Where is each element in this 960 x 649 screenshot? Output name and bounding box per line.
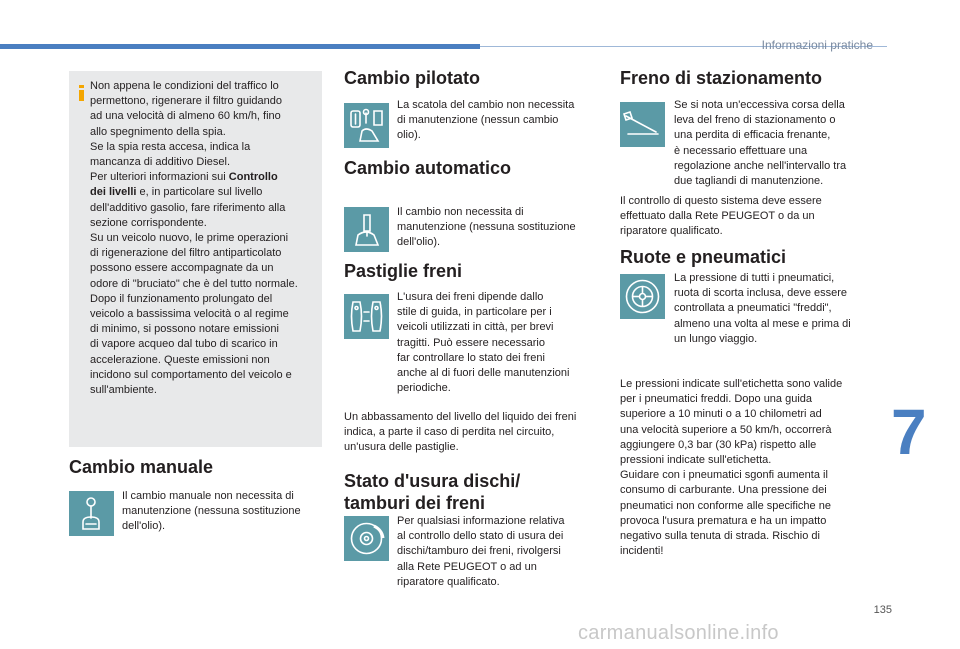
piloted-gearbox-icon [344,103,389,148]
text-line: leva del freno di stazionamento o [674,114,836,127]
text-line: pressioni indicate sull'etichetta. [620,454,772,467]
heading-cambio-manuale: Cambio manuale [69,457,214,477]
info-icon [79,85,84,101]
bold-term: Controllo [228,171,278,184]
dischi-text [397,514,607,590]
text-line: almeno una volta al mese e prima di [674,317,851,330]
freno-note [620,194,882,240]
text-line: permettono, rigenerare il filtro guidando [90,95,283,108]
text-line: consumo di carburante. Una pressione dei [620,484,827,497]
heading-stato-usura-dischi [344,470,520,514]
text-line: un lungo viaggio. [674,332,758,345]
text-line: due tagliandi di manutenzione. [674,175,824,188]
heading-ruote-pneumatici: Ruote e pneumatici [620,247,787,267]
pastiglie-note [344,410,606,456]
bold-term: dei livelli [90,186,137,199]
text-line: possono essere accompagnate da un [90,262,274,275]
text-line: regolazione anche nell'intervallo tra [674,159,847,172]
text-line: per i pneumatici freddi. Dopo una guida [620,393,813,406]
chapter-number: 7 [891,396,927,468]
heading-freno-stazionamento: Freno di stazionamento [620,68,823,88]
text-line: Per ulteriori informazioni sui Controllo [90,171,278,184]
text-line: un'usura delle pastiglie. [344,441,459,454]
cambio-automatico-text [397,205,607,251]
text-line: riparatore qualificato. [397,575,500,588]
cambio-pilotato-text [397,98,607,144]
cambio-manuale-text [122,489,322,535]
text-line: L'usura dei freni dipende dallo [397,291,544,303]
text-line: indica, a parte il caso di perdita nel circuito, [344,426,555,439]
text-line: Il cambio manuale non necessita di [122,490,294,502]
text-line: manutenzione (nessuna sostituzione [397,221,576,234]
text-line: odore di "bruciato" che è del tutto normale. [90,277,298,290]
text-line: periodiche. [397,382,451,395]
info-text [90,79,320,398]
tyre-wheel-icon [620,274,665,319]
text-line: negativo sulla tenuta di strada. Rischio di [620,530,820,543]
text-line: alla Rete PEUGEOT o ad un [397,560,537,573]
text-line: dischi/tamburo dei freni, rivolgersi [397,545,561,558]
text-line: di minimo, si possono notare emissioni [90,323,279,336]
ruote-note [620,377,882,559]
text-line: dell'additivo gasolio, fare riferimento alla [90,201,286,214]
text-line: far controllare lo stato dei freni [397,351,545,364]
text-line: veicolo a bassissima velocità o al regime [90,308,289,321]
text-line: una velocità superiore a 50 km/h, occorrerà [620,423,832,436]
text-line: allo spegnimento della spia. [90,125,226,138]
header-accent-bar [0,44,480,49]
text-line: ruota di scorta inclusa, deve essere [674,287,848,300]
info-box [69,71,322,447]
text-line: La pressione di tutti i pneumatici, [674,272,835,284]
text-line: Dopo il funzionamento prolungato del [90,292,273,305]
page-number: 135 [873,604,892,616]
text-line: di vapore acqueo dal tubo di scarico in [90,338,278,351]
text-line: Le pressioni indicate sull'etichetta sono valide [620,378,843,390]
text-line: al controllo dello stato di usura dei [397,530,564,543]
text-line: Guidare con i pneumatici sgonfi aumenta il [620,469,828,482]
text-line: effettuato dalla Rete PEUGEOT o da un [620,210,815,223]
text-line: Non appena le condizioni del traffico lo [90,80,279,92]
heading-line: Stato d'usura dischi/ [344,471,521,491]
heading-cambio-pilotato: Cambio pilotato [344,68,480,88]
text-line: dell'olio). [122,520,166,533]
heading-cambio-automatico: Cambio automatico [344,158,512,178]
section-title: Informazioni pratiche [761,38,873,52]
text-line: sezione corrispondente. [90,216,207,229]
text-line: dell'olio). [397,236,441,249]
text-line: Per qualsiasi informazione relativa [397,515,565,527]
text-line: La scatola del cambio non necessita [397,99,575,111]
text-line: incidenti! [620,545,664,558]
text-line: incidono sul comportamento del veicolo e [90,368,292,381]
text-line: è necessario effettuare una [674,144,808,157]
text-line: una perdita di efficacia frenante, [674,129,831,142]
freno-text [674,98,884,189]
text-line: olio). [397,129,421,142]
text-line: sull'ambiente. [90,384,157,397]
parking-brake-icon [620,102,665,147]
text-line: ad una velocità di almeno 60 km/h, fino [90,110,281,123]
text-line: Se la spia resta accesa, indica la [90,140,251,153]
text-line: riparatore qualificato. [620,225,723,238]
text-line: Il controllo di questo sistema deve essere [620,195,822,207]
heading-pastiglie-freni: Pastiglie freni [344,261,463,281]
automatic-gearbox-icon [344,207,389,252]
text-line: Il cambio non necessita di [397,206,524,218]
watermark: carmanualsonline.info [578,622,779,644]
text-line: veicoli utilizzati in città, per brevi [397,321,554,334]
text-line: manutenzione (nessuna sostituzione [122,505,301,518]
text-line: dei livelli e, in particolare sul livello [90,186,263,199]
brake-pads-icon [344,294,389,339]
text-line: controllata a pneumatici "freddi", [674,302,832,315]
brake-disc-icon [344,516,389,561]
text-line: Un abbassamento del livello del liquido dei freni [344,411,577,423]
text-line: stile di guida, in particolare per i [397,306,552,319]
text-line: provoca l'usura prematura e ha un impatto [620,514,827,527]
text-line: superiore a 10 minuti o a 10 chilometri ad [620,408,822,421]
text-line: aggiungere 0,3 bar (30 kPa) rispetto alle [620,438,817,451]
pastiglie-text [397,290,607,396]
text-line: di rigenerazione del filtro antiparticolato [90,247,282,260]
manual-gearshift-icon [69,491,114,536]
heading-line: tamburi dei freni [344,493,486,513]
text-line: Su un veicolo nuovo, le prime operazioni [90,232,289,245]
text-line: Se si nota un'eccessiva corsa della [674,99,845,111]
text-line: tragitti. Può essere necessario [397,336,545,349]
text-line: mancanza di additivo Diesel. [90,156,231,169]
text-line: anche al di fuori delle manutenzioni [397,367,570,380]
text-line: accelerazione. Queste emissioni non [90,353,270,366]
text-line: di manutenzione (nessun cambio [397,114,559,127]
ruote-text [674,271,884,347]
text-line: pneumatici non conforme alle specifiche ne [620,499,831,512]
